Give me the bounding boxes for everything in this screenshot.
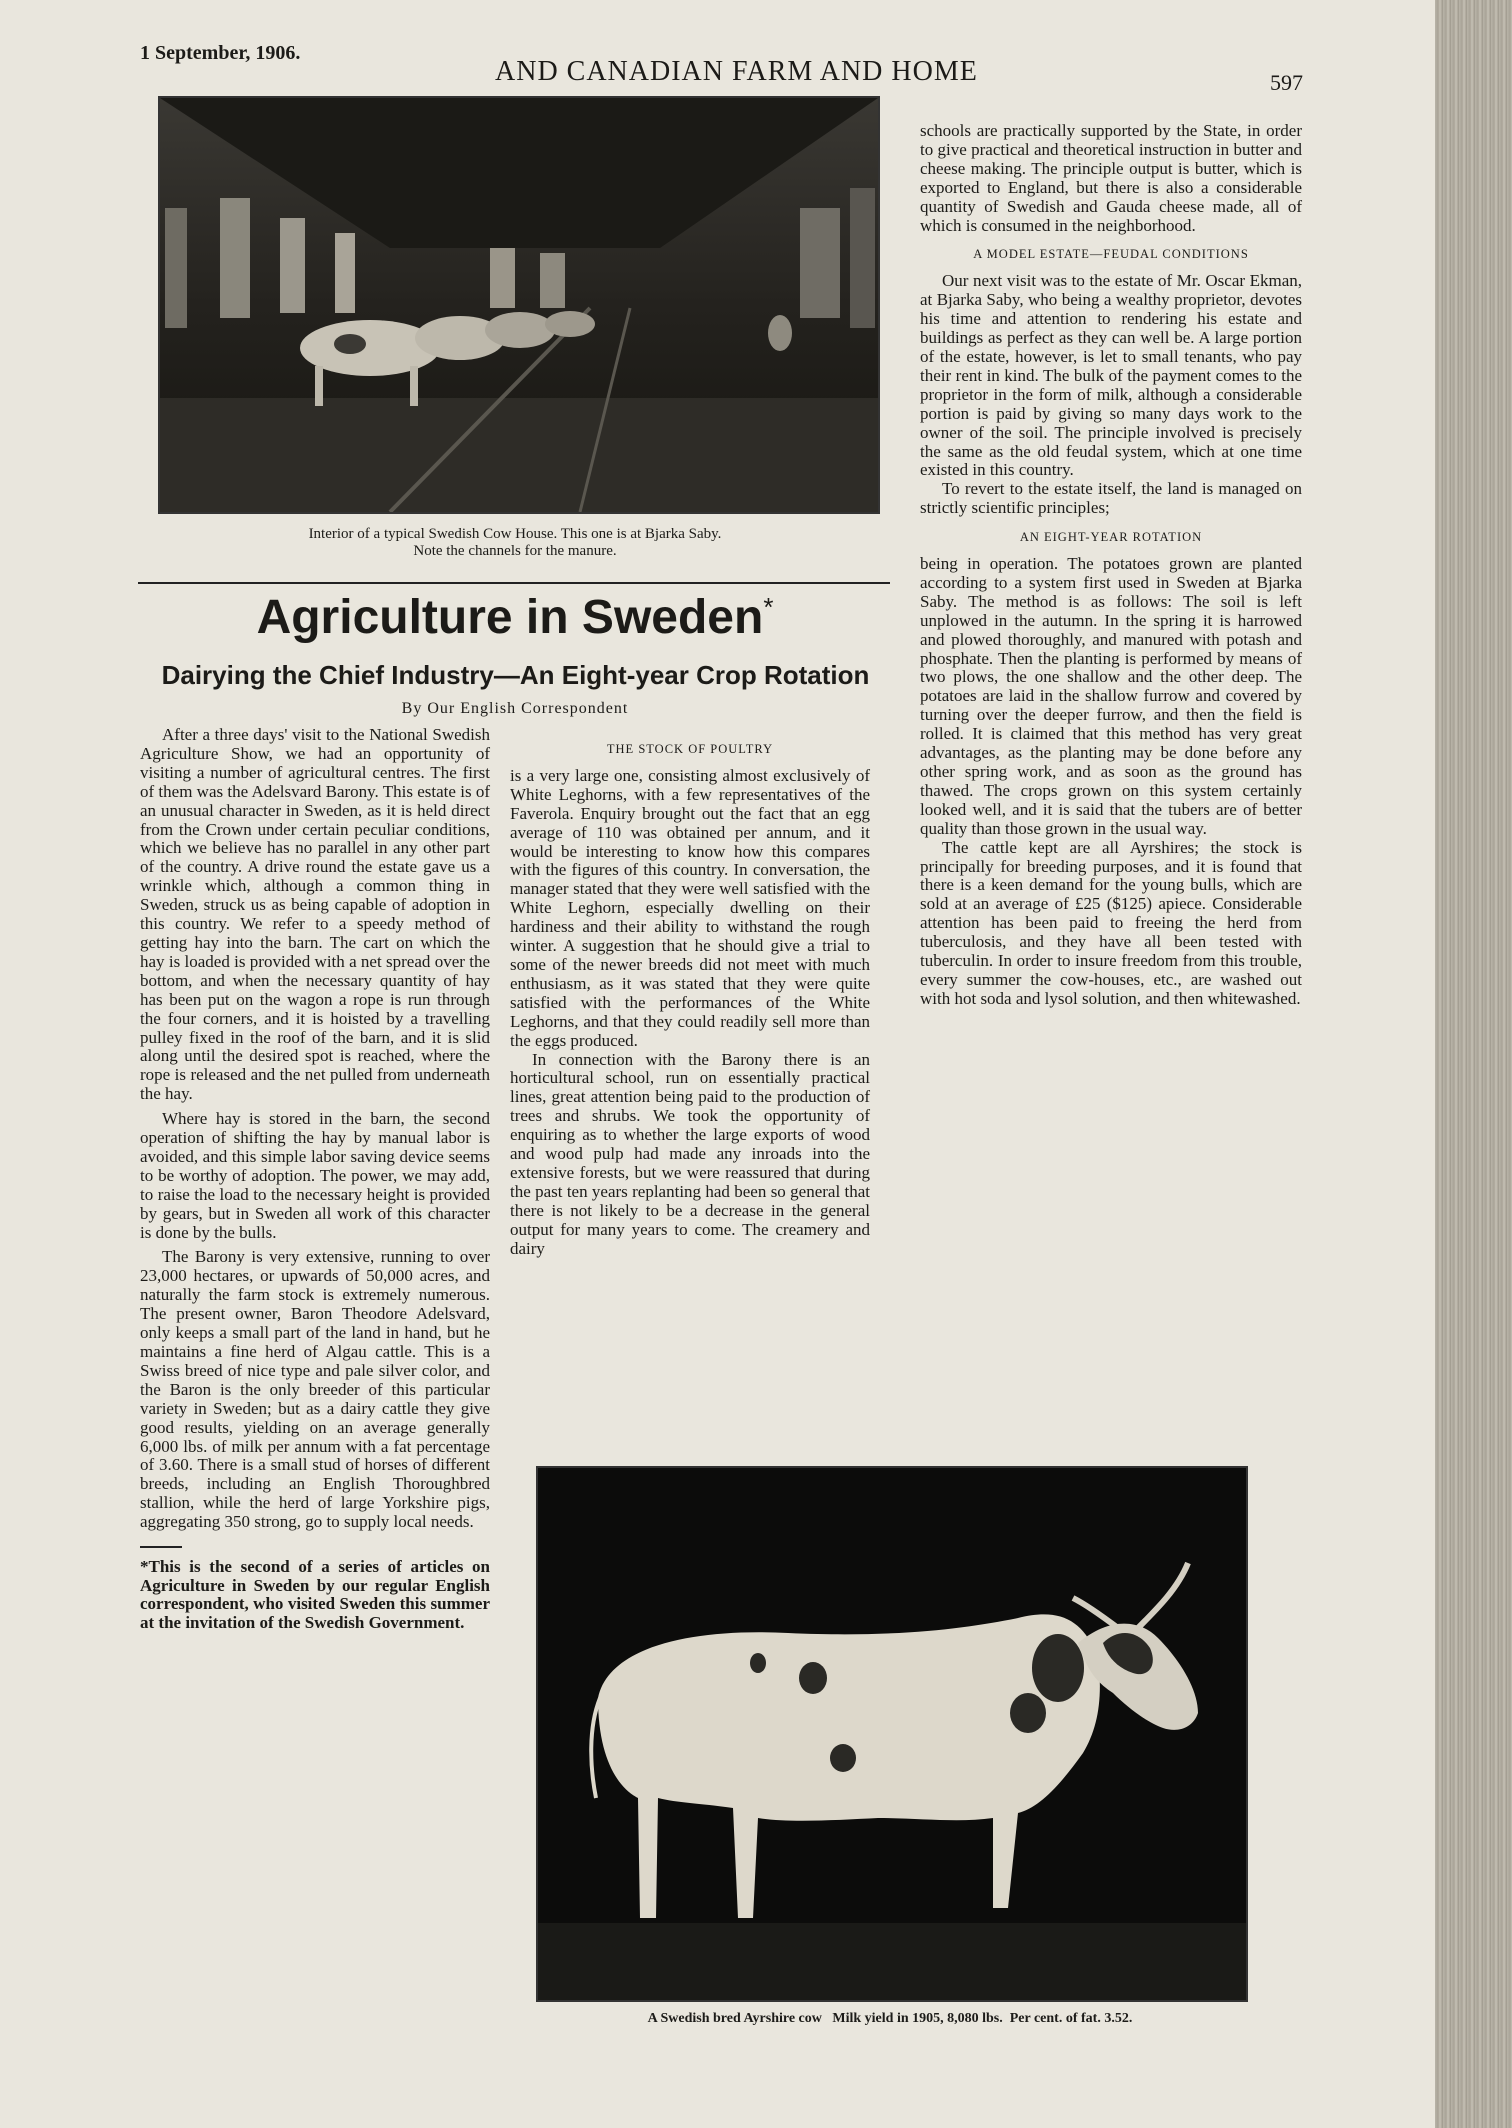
- top-photo-caption: [170, 526, 860, 560]
- article-footnote: *This is the second of a series of articles on Agriculture in Sweden by our regular English correspondent, who visited Sweden this summer at the invitation of the Swedish Government.: [140, 1557, 490, 1632]
- top-caption-line1: Interior of a typical Swedish Cow House. This one is at Bjarka Saby.: [308, 526, 722, 542]
- col3-paragraph: being in operation. The potatoes grown are planted according to a system first used in Sweden at Bjarka Saby. The method is as follows: The soil is left unplowed in the autumn. In the spring it is harrowed and plowed thoroughly, and manured with potash and phosphate. Then the planting is performed by means of two plows, the one shallow and the other deep. The potatoes are laid in the shallow furrow and covered by turning over the deeper furrow, and then the field is rolled. It is claimed that this method has very great advantages, as the planting may be done before any other spring work, and as soon as the ground has thawed. The crops grown on this system certainly looked well, and it is said that the tubers are of better quality than those grown in the usual way.: [920, 554, 1302, 838]
- cow-house-photo: [158, 96, 880, 514]
- ayrshire-cow-photo: [536, 1466, 1248, 2002]
- publication-title: AND CANADIAN FARM AND HOME: [495, 56, 978, 87]
- article-byline: By Our English Correspondent: [401, 700, 629, 717]
- top-caption-line2: Note the channels for the manure.: [413, 543, 617, 559]
- column-1: [140, 726, 490, 1632]
- cow-house-illustration: [160, 98, 878, 512]
- title-footnote-mark: *: [763, 592, 774, 622]
- article-title: [140, 590, 890, 645]
- title-divider: [138, 582, 890, 584]
- footnote-rule: [140, 1546, 182, 1548]
- col3-paragraph: Our next visit was to the estate of Mr. Oscar Ekman, at Bjarka Saby, who being a wealthy proprietor, devotes his time and attention to rendering his estate and buildings as perfect as they can well be. A large portion of the estate, however, is let to small tenants, who pay their rent in kind. The bulk of the payment comes to the proprietor in the form of milk, although a considerable portion is paid by giving so many days work to the owner of the soil. The principle involved is precisely the same as the old feudal system, which at one time existed in this country.: [920, 271, 1302, 480]
- col1-paragraph: The Barony is very extensive, running to over 23,000 hectares, or upwards of 50,000 acres, and naturally the farm stock is extremely numerous. The present owner, Baron Theodore Adelsvard, only keeps a small part of the land in hand, but he maintains a fine herd of Algau cattle. This is a Swiss breed of nice type and pale silver color, and the Baron is the only breeder of this particular variety in Sweden; but as a dairy cattle they give good results, yielding on an average generally 6,000 lbs. of milk per annum with a fat percentage of 3.60. There is a small stud of horses of different breeds, including an English Thoroughbred stallion, while the herd of large Yorkshire pigs, aggregating 350 strong, go to supply local needs.: [140, 1247, 490, 1532]
- col1-paragraph: After a three days' visit to the National Swedish Agriculture Show, we had an opportunity of visiting a number of agricultural centres. The first of them was the Adelsvard Barony. This estate is of an unusual character in Sweden, as it is held direct from the Crown under certain peculiar conditions, which we believe has no parallel in any other part of the country. A drive round the estate gave us a wrinkle which, although a common thing in Sweden, struck us as being capable of adoption in this country. We refer to a speedy method of getting hay into the barn. The cart on which the hay is loaded is provided with a net spread over the bottom, and when the necessary quantity of hay has been put on the wagon a rope is run through the four corners, and it is hoisted by a travelling pulley fixed in the roof of the barn, and it is slid along until the desired spot is reached, where the rope is released and the net pulled from underneath the hay.: [140, 725, 490, 1104]
- col1-paragraph: Where hay is stored in the barn, the second operation of shifting the hay by manual labor is avoided, and this simple labor saving device seems to be worthy of adoption. The power, we may add, to raise the load to the necessary height is provided by gears, but in Sweden all work of this character is done by the bulls.: [140, 1109, 490, 1242]
- subheading-poultry: THE STOCK OF POULTRY: [606, 742, 774, 756]
- col2-paragraph: In connection with the Barony there is an horticultural school, run on essentially practical lines, great attention being paid to the production of trees and shrubs. We took the opportunity of enquiring as to whether the large exports of wood and wood pulp had made any inroads into the extensive forests, but we were reassured that during the past ten years replanting had been so general that there is not likely to be a decrease in the general output for many years to come. The creamery and dairy: [510, 1049, 870, 1258]
- col3-paragraph: The cattle kept are all Ayrshires; the stock is principally for breeding purposes, and it is found that there is a keen demand for the young bulls, which are sold at an average of £25 ($125) apiece. Considerable attention has been paid to freeing the herd from tuberculosis, and they have all been tested with tuberculin. In order to insure freedom from this trouble, every summer the cow-houses, etc., are washed out with hot soda and lysol solution, and then whitewashed.: [920, 837, 1302, 1008]
- page-number: 597: [1270, 70, 1303, 95]
- column-2: [510, 736, 870, 1258]
- subheading-model-estate: A MODEL ESTATE—FEUDAL CONDITIONS: [973, 247, 1249, 262]
- ayrshire-cow-illustration: [538, 1468, 1246, 2000]
- subheading-rotation: AN EIGHT-YEAR ROTATION: [1019, 530, 1203, 545]
- issue-date: 1 September, 1906.: [140, 42, 301, 64]
- bottom-photo-caption: A Swedish bred Ayrshire cow Milk yield in 1905, 8,080 lbs. Per cent. of fat. 3.52.: [647, 2011, 1133, 2026]
- article-title-text: Agriculture in Sweden: [256, 591, 764, 644]
- col3-paragraph: To revert to the estate itself, the land is managed on strictly scientific principles;: [920, 479, 1302, 518]
- col3-paragraph: schools are practically supported by the State, in order to give practical and theoretical instruction in butter and cheese making. The principle output is butter, which is exported to England, but there is also a considerable quantity of Swedish and Gauda cheese made, all of which is consumed in the neighborhood.: [920, 121, 1302, 235]
- book-spine: [1435, 0, 1512, 2128]
- col2-paragraph: is a very large one, consisting almost exclusively of White Leghorns, with a few representatives of the Faverola. Enquiry brought out the fact that an egg average of 110 was obtained per annum, and it would be interesting to know how this compares with the figures of this country. In conversation, the manager stated that they were well satisfied with the White Leghorn, especially dwelling on their hardiness and their ability to withstand the rough winter. A suggestion that he should give a trial to some of the newer breeds did not meet with much enthusiasm, as it was stated that they were quite satisfied with the performances of the White Leghorns, and that they could readily sell more than the eggs produced.: [510, 765, 870, 1050]
- column-3: [920, 122, 1302, 1009]
- article-subtitle: Dairying the Chief Industry—An Eight-year Crop Rotation: [161, 660, 870, 690]
